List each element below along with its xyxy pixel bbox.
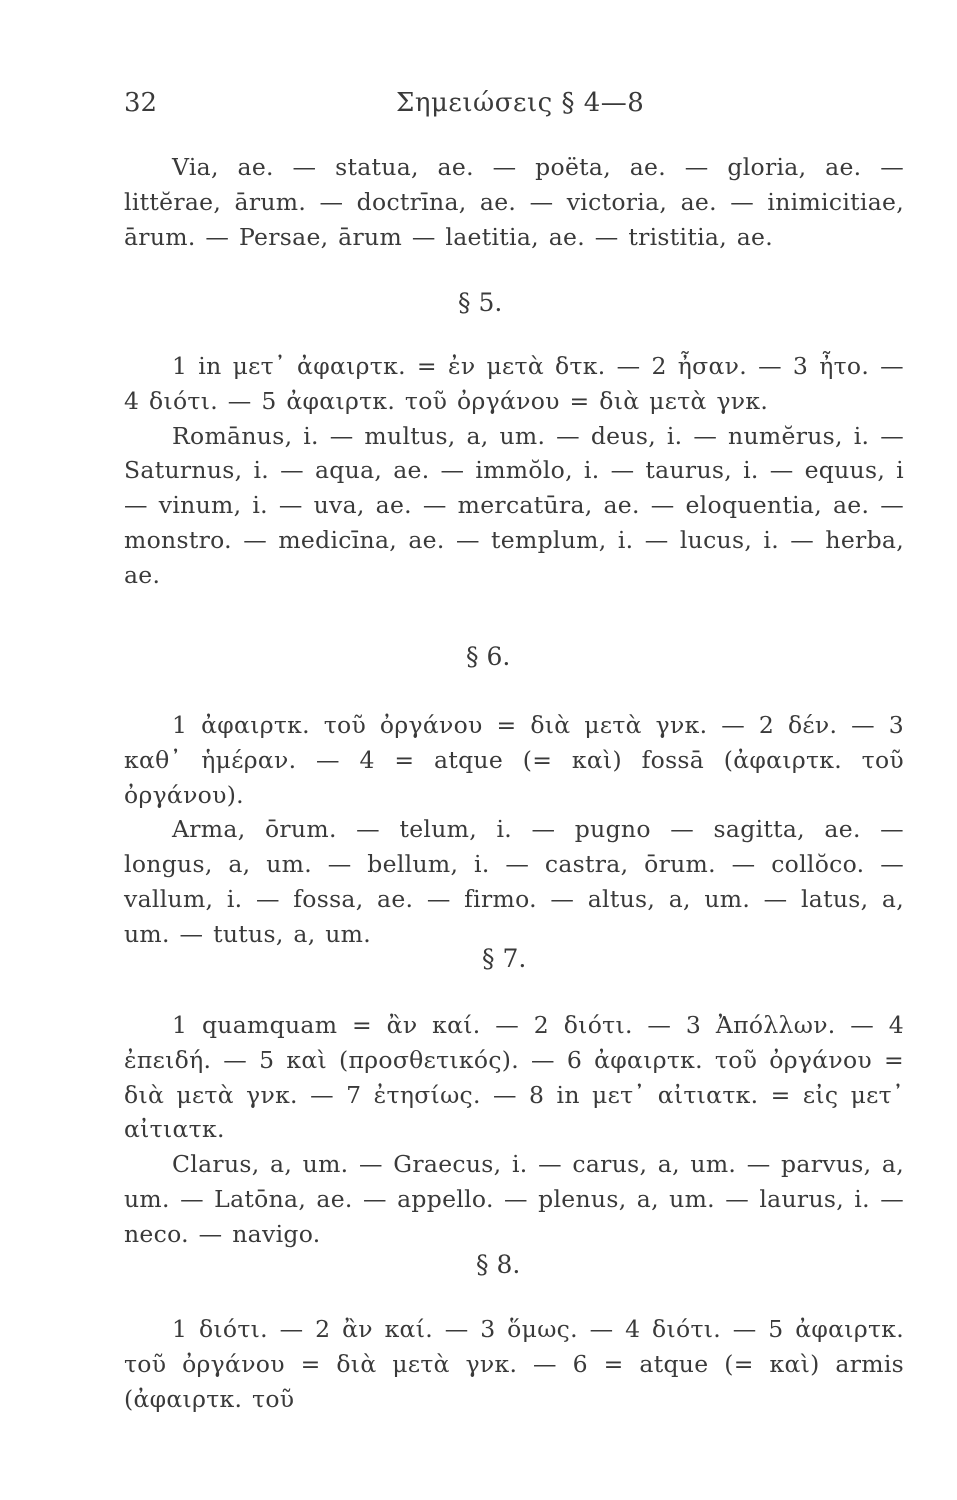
vocabulary-paragraph: Arma, ōrum. — telum, i. — pugno — sagitta, ae. — longus, a, um. — bellum, i. — castra, ōrum. — collŏco. — vallum, i. — fossa, ae. — firmo. — altus, a, um. — latus, a, um. — tutus, a, um. [124,815,904,948]
section-7-body [124,1008,904,1252]
section-heading-5: § 5. [458,288,503,317]
vocabulary-paragraph: Via, ae. — statua, ae. — poëta, ae. — gloria, ae. — littĕrae, ārum. — doctrīna, ae. — victoria, ae. — inimicitiae, ārum. — Persae, ārum — laetitia, ae. — tristitia, ae. [124,153,904,251]
vocabulary-paragraph: Clarus, a, um. — Graecus, i. — carus, a, um. — parvus, a, um. — Latōna, ae. — appello. — plenus, a, um. — laurus, i. — neco. — navigo. [124,1150,904,1248]
page-number: 32 [124,88,158,118]
running-head [124,88,684,128]
notes-paragraph: 1 διότι. — 2 ἂν καί. — 3 ὅμως. — 4 διότι. — 5 ἀφαιρτκ. τοῦ ὀργάνου = διὰ μετὰ γνκ. — 6 = atque (= καὶ) armis (ἀφαιρτκ. τοῦ [124,1315,904,1413]
notes-paragraph: 1 in μετ᾿ ἀφαιρτκ. = ἐν μετὰ δτκ. — 2 ἦσαν. — 3 ἦτο. — 4 διότι. — 5 ἀφαιρτκ. τοῦ ὀργάνου = διὰ μετὰ γνκ. [124,352,904,415]
section-5-body [124,349,904,593]
section-heading-8: § 8. [476,1250,521,1279]
section-4-continuation [124,150,904,254]
section-8-body [124,1312,904,1416]
notes-paragraph: 1 quamquam = ἂν καί. — 2 διότι. — 3 Ἀπόλλων. — 4 ἐπειδή. — 5 καὶ (προσθετικός). — 6 ἀφαιρτκ. τοῦ ὀργάνου = διὰ μετὰ γνκ. — 7 ἐτησίως. — 8 in μετ᾿ αἰτιατκ. = εἰς μετ᾿ αἰτιατκ. [124,1011,904,1144]
section-heading-6: § 6. [466,642,511,671]
running-head-title: Σημειώσεις § 4—8 [396,88,645,118]
vocabulary-paragraph: Romānus, i. — multus, a, um. — deus, i. — numĕrus, i. — Saturnus, i. — aqua, ae. — immŏlo, i. — taurus, i. — equus, i — vinum, i. — uva, ae. — mercatūra, ae. — eloquentia, ae. — monstro. — medicīna, ae. — templum, i. — lucus, i. — herba, ae. [124,421,904,589]
section-heading-7: § 7. [482,944,527,973]
notes-paragraph: 1 ἀφαιρτκ. τοῦ ὀργάνου = διὰ μετὰ γνκ. — 2 δέν. — 3 καθ᾿ ἡμέραν. — 4 = atque (= καὶ) fossā (ἀφαιρτκ. τοῦ ὀργάνου). [124,711,904,809]
section-6-body [124,708,904,952]
